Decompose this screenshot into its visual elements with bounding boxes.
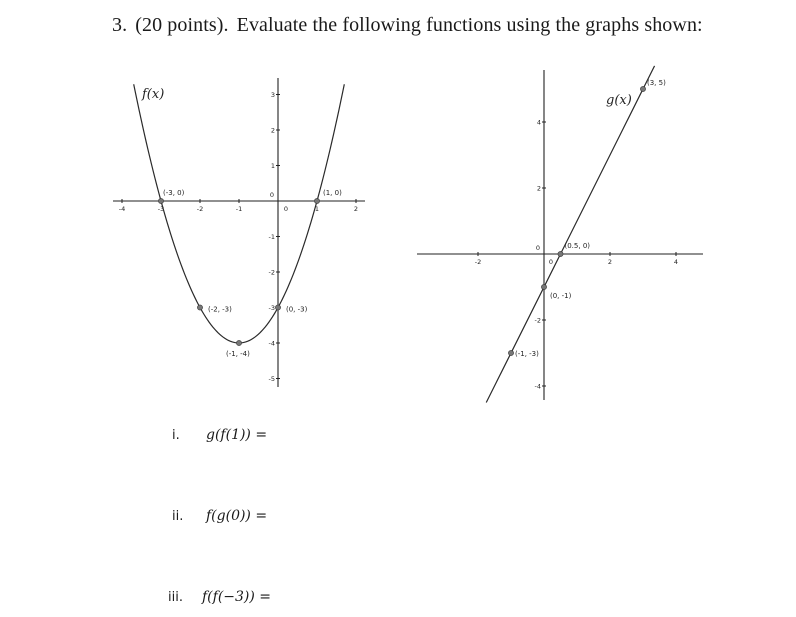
data-point [508, 350, 513, 355]
y-tick-label: 1 [270, 162, 275, 170]
point-label: (1, 0) [323, 189, 342, 197]
part-numeral: iii. [168, 590, 183, 605]
x-tick-label: 1 [314, 205, 320, 213]
y-tick-label: -4 [268, 339, 275, 348]
x-tick-label: -1 [235, 205, 243, 213]
part-expression: g(f(1)) = [206, 427, 268, 443]
function-label: g(x) [606, 93, 632, 108]
point-label: (-1, -4) [226, 350, 250, 358]
y-tick-label: 2 [270, 126, 275, 135]
y-tick-label: -1 [268, 233, 275, 241]
point-label: (0.5, 0) [564, 242, 590, 250]
y-tick-label: 0 [269, 191, 274, 199]
question-prompt: Evaluate the following functions using the graphs shown: [236, 14, 703, 36]
x-tick-label: -4 [118, 205, 126, 213]
point-label: (0, -3) [286, 305, 308, 314]
point-label: (-1, -3) [515, 350, 539, 358]
point-label: (-3, 0) [163, 189, 185, 197]
x-tick-label: 0 [548, 258, 554, 266]
y-tick-label: -3 [268, 304, 275, 312]
data-point [541, 284, 546, 289]
y-tick-label: 4 [536, 118, 541, 127]
data-point [640, 86, 645, 91]
x-tick-label: -2 [196, 205, 204, 213]
part-numeral: i. [172, 428, 180, 443]
y-tick-label: 2 [536, 184, 541, 193]
function-label: f(x) [142, 87, 165, 102]
x-tick-label: -2 [474, 258, 482, 266]
y-tick-label: -4 [534, 382, 541, 391]
point-label: (-2, -3) [208, 305, 232, 314]
x-tick-label: 2 [353, 205, 359, 213]
y-tick-label: -2 [534, 316, 541, 325]
part-expression: f(f(−3)) = [202, 589, 272, 605]
x-tick-label: 4 [673, 258, 679, 266]
part-numeral: ii. [172, 509, 184, 524]
y-tick-label: 3 [270, 91, 275, 99]
point-label: (0, -1) [550, 292, 572, 300]
part-ii [172, 508, 267, 524]
y-tick-label: -2 [268, 268, 275, 277]
x-tick-label: 2 [607, 258, 613, 266]
y-tick-label: 0 [535, 244, 540, 252]
x-tick-label: 0 [283, 205, 289, 213]
question-number: 3. [112, 14, 128, 36]
part-i [172, 427, 267, 443]
point-label: (3, 5) [647, 79, 666, 87]
y-tick-label: -5 [268, 375, 275, 383]
data-point [558, 251, 563, 256]
x-tick-label: -3 [157, 205, 165, 213]
question-points: (20 points). [135, 14, 229, 36]
part-iii [168, 589, 271, 605]
part-expression: f(g(0)) = [206, 508, 268, 524]
